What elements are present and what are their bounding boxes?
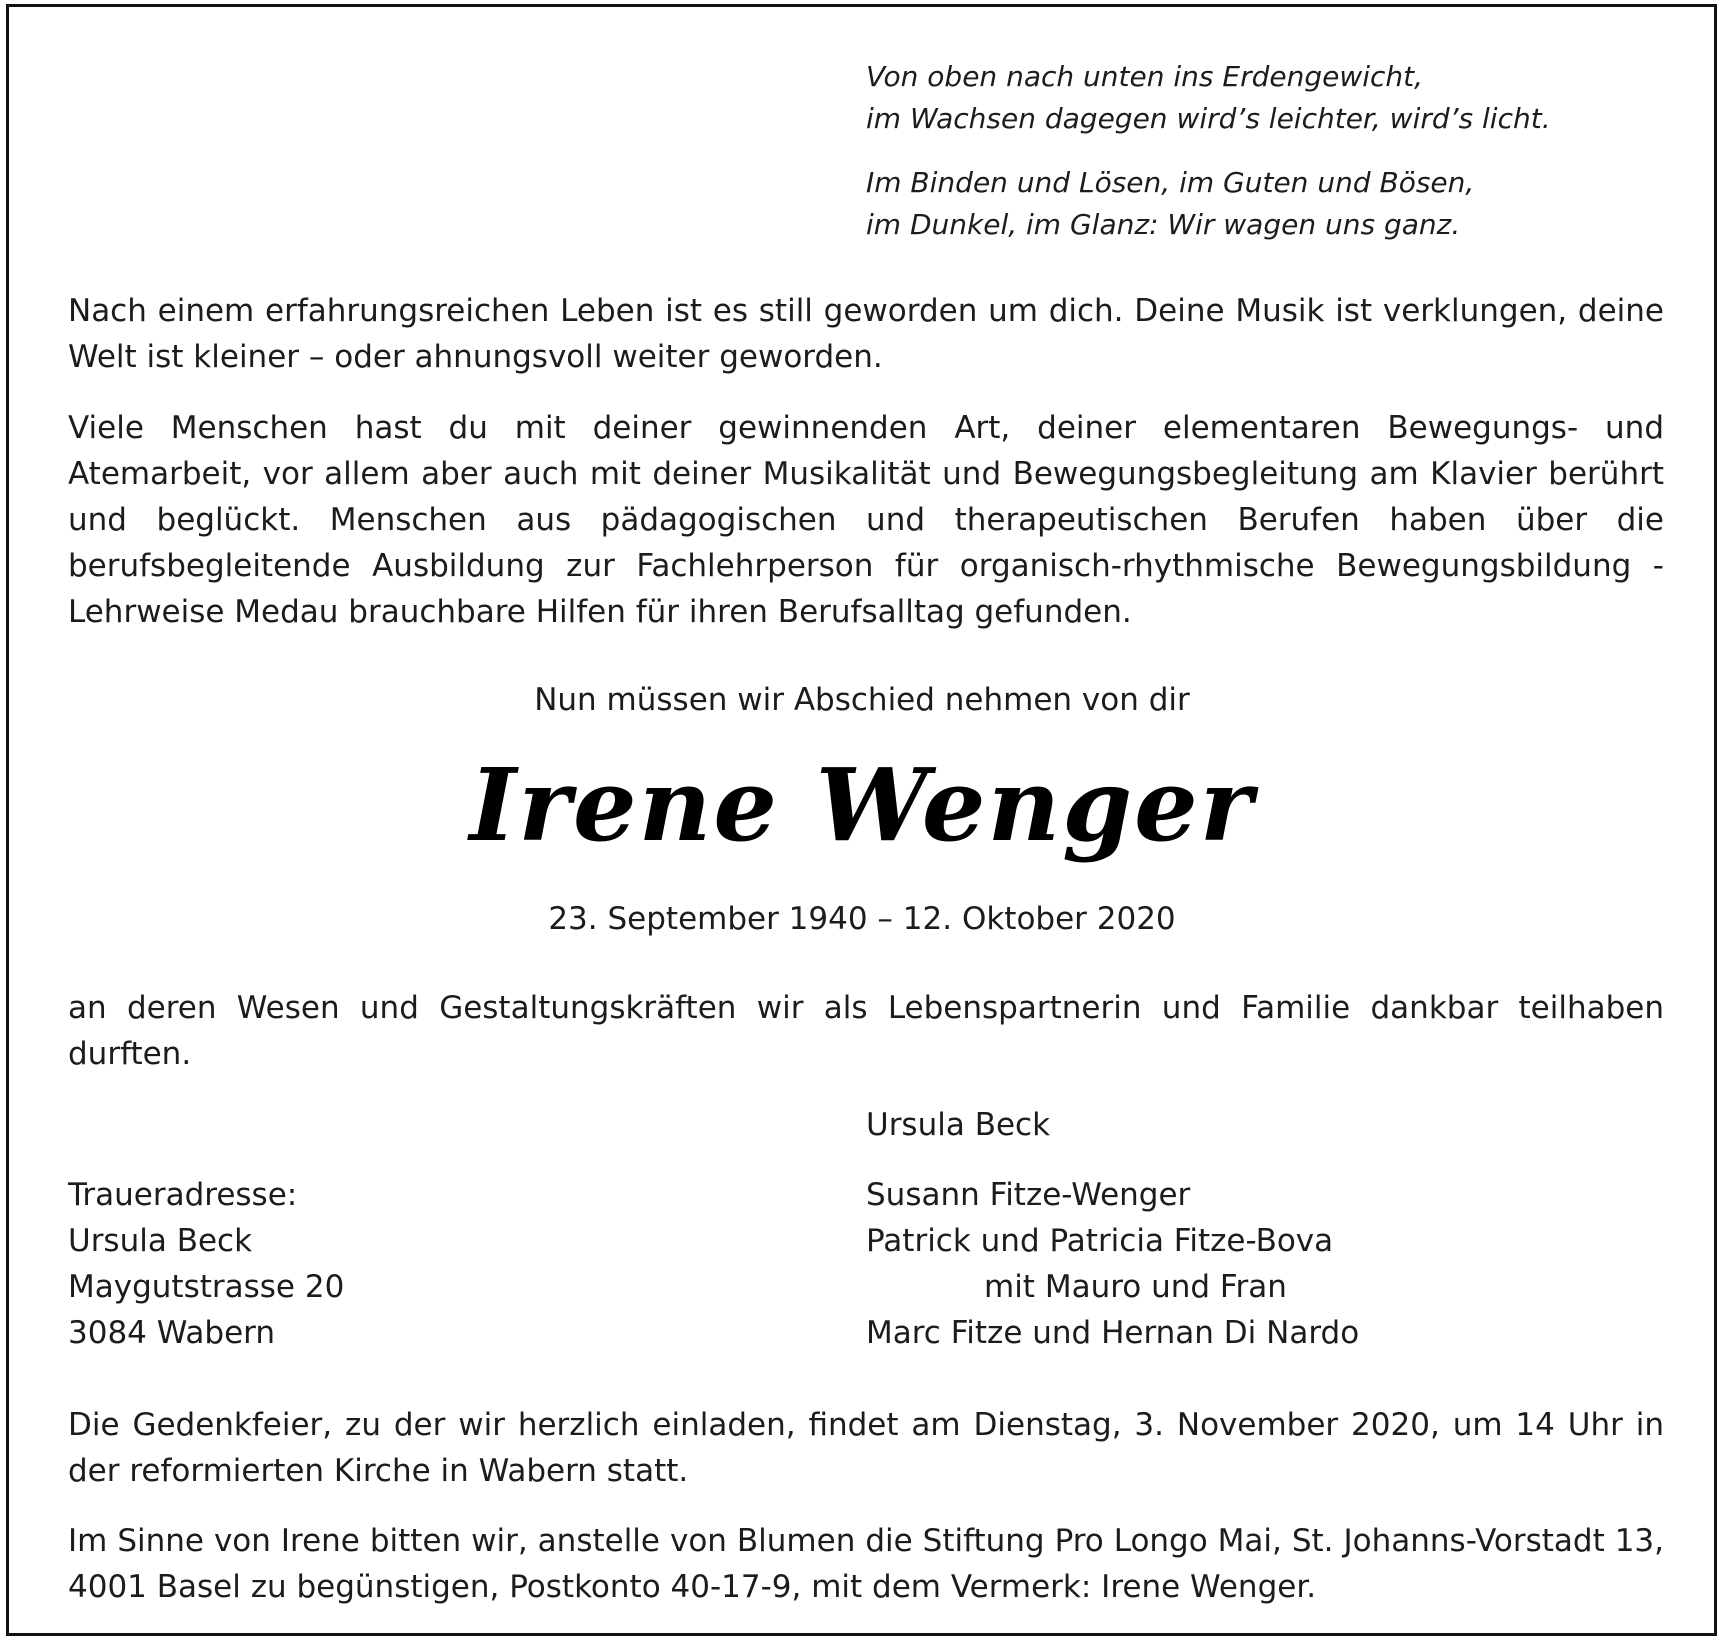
gratitude-paragraph: an deren Wesen und Gestaltungskräften wir als Lebenspartnerin und Familie dankbar teilhaben durften. bbox=[68, 990, 1664, 1072]
family-member: Patrick und Patricia Fitze-Bova bbox=[866, 1223, 1334, 1259]
address-name: Ursula Beck bbox=[68, 1223, 253, 1259]
tribute-paragraph: Viele Menschen hast du mit deiner gewinnenden Art, deiner elementaren Bewegungs- und Atemarbeit, vor allem aber auch mit deiner Musikalität und Bewegungsbegleitung am Klavier berührt und beglückt. Menschen aus pädagogischen und therapeutischen Berufen haben über die berufsbegleitende Ausbildung zur Fachlehrperson für organisch-rhythmische Bewegungsbildung - Lehrweise Medau brauchbare Hilfen für ihren Berufsalltag gefunden. bbox=[68, 410, 1664, 630]
donation-paragraph: Im Sinne von Irene bitten wir, anstelle von Blumen die Stiftung Pro Longo Mai, St. Johanns-Vorstadt 13, 4001 Basel zu begünstigen, Postkonto 40-17-9, mit dem Vermerk: Irene Wenger. bbox=[68, 1523, 1664, 1605]
poem-line: im Dunkel, im Glanz: Wir wagen uns ganz. bbox=[866, 208, 1461, 241]
ceremony-paragraph: Die Gedenkfeier, zu der wir herzlich einladen, findet am Dienstag, 3. November 2020, um 14 Uhr in der reformierten Kirche in Wabern statt. bbox=[68, 1407, 1664, 1489]
partner-name: Ursula Beck bbox=[866, 1107, 1051, 1143]
mourning-address bbox=[68, 1172, 344, 1356]
deceased-name: Irene Wenger bbox=[469, 746, 1255, 864]
life-dates: 23. September 1940 – 12. Oktober 2020 bbox=[548, 901, 1176, 937]
poem-stanza-1 bbox=[866, 56, 1666, 140]
family-signatures bbox=[866, 1172, 1359, 1356]
family-member-children: mit Mauro und Fran bbox=[984, 1269, 1287, 1305]
farewell-line: Nun müssen wir Abschied nehmen von dir bbox=[534, 682, 1190, 718]
family-member: Susann Fitze-Wenger bbox=[866, 1177, 1191, 1213]
address-street: Maygutstrasse 20 bbox=[68, 1269, 345, 1305]
intro-paragraph: Nach einem erfahrungsreichen Leben ist es still geworden um dich. Deine Musik ist verklungen, deine Welt ist kleiner – oder ahnungsvoll weiter geworden. bbox=[68, 293, 1664, 375]
poem-stanza-2 bbox=[866, 162, 1666, 246]
poem-line: im Wachsen dagegen wird’s leichter, wird’s licht. bbox=[866, 102, 1551, 135]
poem-line: Im Binden und Lösen, im Guten und Bösen, bbox=[866, 166, 1475, 199]
poem bbox=[866, 56, 1666, 246]
address-label: Traueradresse: bbox=[68, 1177, 298, 1213]
poem-line: Von oben nach unten ins Erdengewicht, bbox=[866, 60, 1424, 93]
address-city: 3084 Wabern bbox=[68, 1315, 276, 1351]
family-member: Marc Fitze und Hernan Di Nardo bbox=[866, 1315, 1360, 1351]
